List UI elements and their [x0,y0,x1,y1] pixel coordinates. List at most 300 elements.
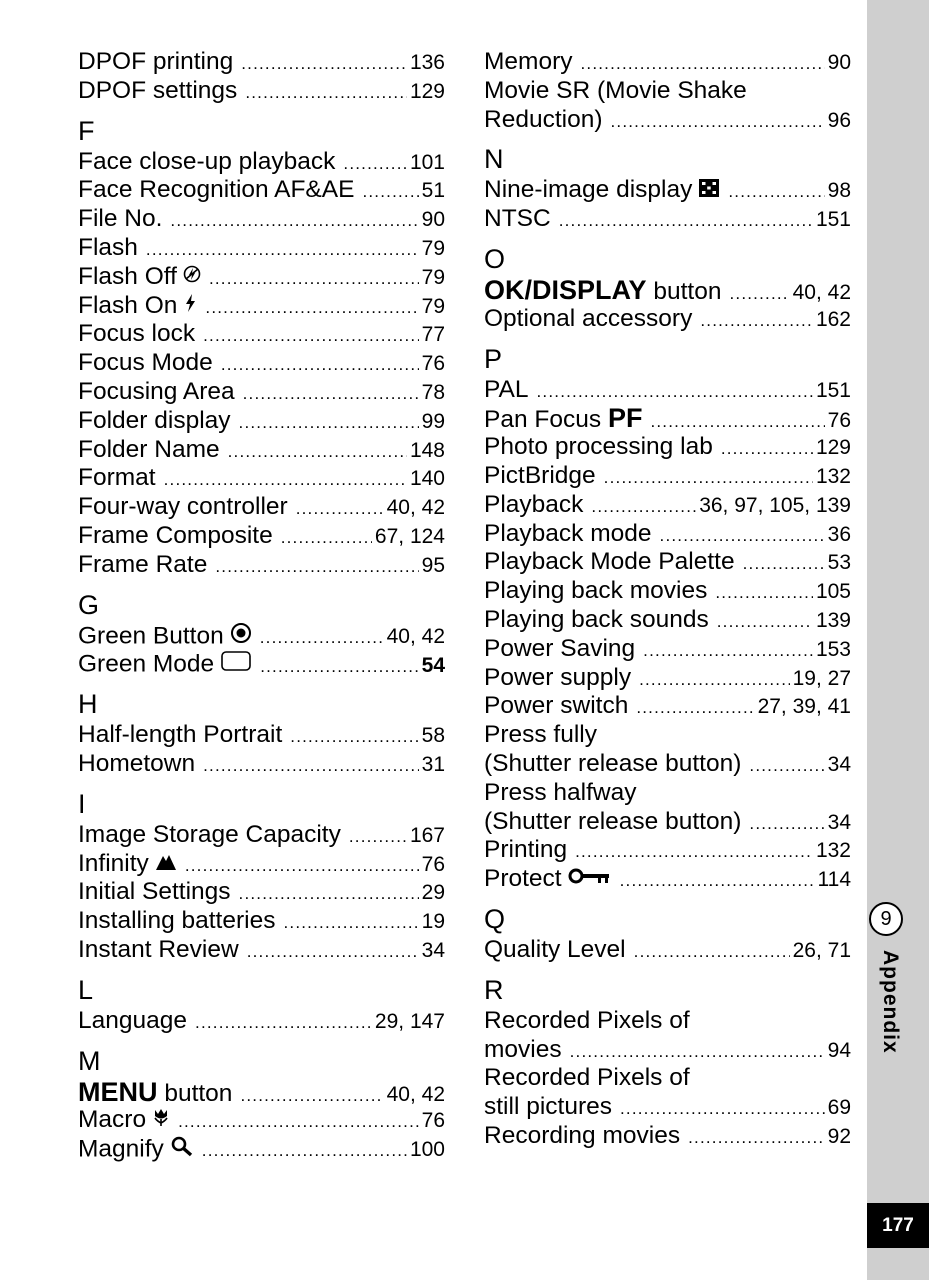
section-letter: L [78,974,94,1005]
index-entry-label [78,292,197,321]
index-entry [78,205,445,234]
index-entry [78,1106,445,1135]
index-entry-text: Infinity [78,849,149,877]
leader-dots [639,666,790,695]
section-letter: P [484,343,503,374]
index-entry-page: 51 [421,179,445,203]
index-entry-label [484,664,631,693]
index-entry [484,176,851,205]
leader-dots [715,579,813,608]
index-entry [78,750,445,779]
leader-dots [537,378,813,407]
index-entry-label [484,433,713,462]
leader-dots [580,50,824,79]
index-entry-page: 78 [421,380,445,404]
index-entry [484,1093,851,1122]
leader-dots [559,207,813,236]
index-entry-label [78,77,237,106]
leader-dots [260,624,384,653]
index-entry-text: Memory [484,48,573,75]
index-entry-text: Folder Name [78,435,220,463]
index-entry-page: 53 [827,551,851,575]
index-entry-label [78,407,231,436]
index-entry-text: NTSC [484,205,551,233]
index-column-left [78,48,445,1164]
index-entry-text: Frame Composite [78,521,273,549]
index-entry-label [78,878,231,907]
section-letter: R [484,974,504,1005]
leader-dots [620,1095,825,1124]
leader-dots [195,1009,372,1038]
index-entry [78,907,445,936]
index-entry-page: 29, 147 [374,1009,445,1033]
index-entry-text: File No. [78,205,163,233]
index-entry-text: Image Storage Capacity [78,820,341,848]
index-entry-page: 29 [421,881,445,905]
leader-dots [260,653,418,682]
index-entry-text: Protect [484,865,562,893]
leader-dots [239,409,419,438]
index-entry [484,48,851,77]
leader-dots [241,50,407,79]
index-entry-text: Folder display [78,406,231,434]
index-entry [484,750,851,779]
index-entry-label [484,176,720,205]
index-entry-text: Playback Mode Palette [484,548,735,576]
index-entry-page: 36 [827,522,851,546]
index-entry-text: Installing batteries [78,907,276,935]
index-entry-page: 76 [421,1109,445,1133]
index-entry-page: 129 [409,79,445,103]
leader-dots [146,236,419,265]
leader-dots [743,550,825,579]
index-entry-label [484,376,529,405]
index-entry-page: 162 [815,307,851,331]
leader-dots [245,79,407,108]
index-entry [484,606,851,635]
leader-dots [604,464,813,493]
index-entry-page: 90 [421,208,445,232]
index-entry [484,520,851,549]
index-entry [78,622,445,651]
index-entry-page: 40, 42 [386,624,445,648]
index-entry-text: button [653,277,722,305]
index-entry-label [78,907,275,936]
index-entry-label [484,106,602,135]
index-entry-label [78,48,233,77]
index-entry-page: 79 [421,265,445,289]
index-entry-text: Face close-up playback [78,147,336,175]
index-entry-line: Recorded Pixels of [484,1064,690,1092]
index-entry-page: 79 [421,236,445,260]
index-entry [484,936,851,965]
index-entry-page: 19, 27 [792,666,851,690]
index-entry-text: Playback mode [484,519,652,547]
chapter-number-badge: 9 [869,902,903,936]
index-entry-text: still pictures [484,1093,612,1121]
index-entry [484,462,851,491]
leader-dots [247,938,419,967]
index-entry-page: 58 [421,724,445,748]
index-entry-text: Pan Focus [484,406,602,434]
index-entry [78,464,445,493]
index-entry-line: Movie SR (Movie Shake [484,76,747,104]
index-entry-label [484,692,628,721]
nine-image-icon [698,177,720,206]
index-entry-text: Green Mode [78,650,215,678]
index-entry-page: 26, 71 [792,938,851,962]
index-entry-label [484,276,721,307]
index-entry-label [484,606,709,635]
index-entry-label [78,936,239,965]
leader-dots [209,265,419,294]
index-entry-label [78,205,162,234]
index-entry [78,878,445,907]
index-entry-text: Face Recognition AF&AE [78,176,355,204]
chapter-sidebar [867,0,929,1280]
leader-dots [343,150,407,179]
index-entry-label [78,148,335,177]
index-entry-page: 100 [409,1138,445,1162]
index-entry-label [484,548,735,577]
flash-on-icon [183,292,197,321]
index-entry-label [78,493,288,522]
index-entry-page: 76 [827,409,851,433]
index-entry [484,376,851,405]
leader-dots [570,1038,825,1067]
index-entry-text: PAL [484,375,529,403]
index-entry-text: Magnify [78,1135,164,1163]
index-entry-label [484,865,612,894]
magnify-icon [170,1135,194,1165]
infinity-mountain-icon [155,850,177,879]
index-entry-page: 76 [421,852,445,876]
index-entry-text: Green Button [78,621,224,649]
index-entry-page: 153 [815,637,851,661]
index-entry-page: 92 [827,1124,851,1148]
index-entry [484,106,851,135]
index-entry-label [78,750,195,779]
leader-dots [636,694,754,723]
leader-dots [202,1137,407,1166]
index-entry-text: Hometown [78,749,196,777]
leader-dots [221,351,419,380]
index-entry [484,664,851,693]
leader-dots [215,553,418,582]
index-entry-label [78,850,177,879]
index-entry [484,491,851,520]
leader-dots [170,207,418,236]
index-entry-label [78,176,354,205]
index-entry [78,522,445,551]
index-entry-text: button [164,1079,233,1107]
section-letter: M [78,1045,101,1076]
index-entry-text: Optional accessory [484,304,693,332]
index-entry-text: Recording movies [484,1121,681,1149]
index-entry-text: Instant Review [78,935,239,963]
index-entry-label [78,464,156,493]
index-entry [484,1036,851,1065]
index-entry-text: Focusing Area [78,377,235,405]
index-entry-page: 31 [421,752,445,776]
index-entry [78,77,445,106]
index-entry-label [484,520,652,549]
index-entry-page: 19 [421,910,445,934]
index-entry [78,176,445,205]
index-entry-key-name: OK/DISPLAY [484,274,647,305]
leader-dots [290,723,418,752]
index-entry [484,433,851,462]
page-number: 177 [867,1203,929,1248]
leader-dots [620,867,815,896]
index-entry-page: 101 [409,150,445,174]
leader-dots [749,810,824,839]
index-entry-text: movies [484,1035,562,1063]
index-entry-label [484,750,741,779]
index-entry-label [484,1093,612,1122]
index-entry-label [484,404,642,435]
index-entry [78,936,445,965]
index-entry-text: Flash On [78,291,178,319]
index-entry-label [78,349,213,378]
index-entry-text: (Shutter release button) [484,749,742,777]
index-entry-page: 79 [421,294,445,318]
index-entry [484,276,851,305]
index-entry [78,292,445,321]
index-column-right [484,48,851,1151]
index-entry-label [484,305,692,334]
index-entry-text: Language [78,1006,188,1034]
index-entry [78,320,445,349]
index-entry-text: Quality Level [484,935,626,963]
index-entry-label [484,48,572,77]
leader-dots [610,108,824,137]
index-entry [78,48,445,77]
index-entry [484,635,851,664]
index-entry-page: 96 [827,108,851,132]
index-entry-page: 40, 42 [792,280,851,304]
index-entry-text: DPOF settings [78,76,238,104]
index-entry [484,1122,851,1151]
index-entry-page: 54 [421,653,445,677]
index-entry-text: Focus lock [78,320,196,348]
leader-dots [749,752,824,781]
leader-dots [164,466,407,495]
index-entry [78,1078,445,1107]
index-entry-label [78,1078,232,1109]
leader-dots [178,1108,419,1137]
index-entry-page: 34 [827,752,851,776]
index-entry-page: 167 [409,823,445,847]
index-entry-page: 132 [815,839,851,863]
index-entry-page: 40, 42 [386,1082,445,1106]
leader-dots [688,1124,825,1153]
index-entry-page: 105 [815,580,851,604]
leader-dots [281,524,372,553]
index-entry-label [484,635,635,664]
index-entry-label [484,1122,680,1151]
index-entry-label [484,1036,562,1065]
index-entry [78,378,445,407]
index-entry-label [78,320,195,349]
leader-dots [205,294,418,323]
index-entry [78,493,445,522]
index-entry-label [78,1007,187,1036]
index-entry-page: 132 [815,464,851,488]
leader-dots [283,909,418,938]
section-letter: G [78,589,100,620]
index-entry-text: Playing back movies [484,577,708,605]
index-entry-label [78,522,273,551]
section-letter: H [78,689,98,720]
index-entry [78,263,445,292]
leader-dots [729,280,789,309]
leader-dots [243,380,419,409]
index-entry-text: Macro [78,1106,147,1134]
index-entry-page: 114 [817,868,851,892]
leader-dots [228,438,407,467]
index-entry-label [78,436,220,465]
index-entry-page: 67, 124 [374,524,445,548]
index-entry-label [78,263,201,292]
index-entry-text: (Shutter release button) [484,807,742,835]
index-entry-page: 36, 97, 105, 139 [699,493,851,517]
index-entry-key-name: MENU [78,1076,158,1107]
index-entry-text: Frame Rate [78,550,208,578]
index-entry-text: Playback [484,490,584,518]
index-entry-page: 90 [827,51,851,74]
index-entry [484,692,851,721]
index-entry-text: Half-length Portrait [78,721,283,749]
index-entry-page: 139 [815,608,851,632]
index-entry-text: Playing back sounds [484,605,709,633]
index-entry [78,349,445,378]
index-entry [484,865,851,894]
leader-dots [362,178,418,207]
index-entry [484,808,851,837]
index-entry-page: 77 [421,323,445,347]
index-entry-page: 151 [815,378,851,402]
chapter-title: Appendix [879,950,902,1054]
index-entry-page: 94 [827,1038,851,1062]
leader-dots [296,495,384,524]
index-entry-label [78,1135,194,1165]
index-entry-page: 34 [421,938,445,962]
index-entry [78,551,445,580]
index-entry-page: 140 [409,467,445,491]
protect-key-icon [568,865,612,894]
index-entry [78,436,445,465]
index-entry-text: Reduction) [484,105,603,133]
index-entry-page: 34 [827,810,851,834]
leader-dots [240,1082,383,1111]
index-entry-label [484,205,551,234]
section-letter: O [484,243,506,274]
index-entry-key-name: PF [607,403,643,434]
leader-dots [634,938,790,967]
index-entry-text: Photo processing lab [484,433,713,461]
leader-dots [203,322,419,351]
index-entry-label [484,491,583,520]
index-entry [78,650,445,679]
index-entry-text: Power Saving [484,634,636,662]
leader-dots [239,880,419,909]
index-entry-label [484,836,567,865]
index-entry-label [78,650,252,680]
index-entry-label [78,1106,170,1135]
index-entry-page: 40, 42 [386,496,445,520]
leader-dots [591,493,696,522]
index-entry-line: Recorded Pixels of [484,1006,690,1034]
leader-dots [721,435,813,464]
index-entry-page: 129 [815,436,851,460]
index-entry-line: Press fully [484,721,598,749]
index-entry-text: Initial Settings [78,878,231,906]
index-entry [484,548,851,577]
index-entry [78,850,445,879]
index-entry-label [484,936,626,965]
index-entry [484,404,851,433]
index-entry-text: Power switch [484,692,629,720]
section-letter: I [78,788,86,819]
leader-dots [728,178,824,207]
index-entry-page: 148 [409,438,445,462]
index-entry-label [78,622,252,652]
index-entry-label [484,577,707,606]
leader-dots [717,608,813,637]
index-entry-text: Format [78,464,156,492]
macro-tulip-icon [152,1106,170,1135]
leader-dots [203,752,419,781]
leader-dots [643,637,813,666]
index-entry [78,821,445,850]
index-entry-text: Power supply [484,663,632,691]
index-entry-text: Printing [484,836,568,864]
index-entry-page: 136 [409,51,445,74]
index-entry-page: 98 [827,179,851,203]
section-letter: N [484,144,504,175]
green-mode-icon [220,650,252,680]
index-entry [78,721,445,750]
index-entry-page: 151 [815,208,851,232]
index-entry-page: 95 [421,553,445,577]
section-letter: Q [484,903,506,934]
leader-dots [185,852,419,881]
index-entry-text: Flash [78,233,138,261]
index-entry-text: Focus Mode [78,349,213,377]
index-entry-label [78,551,207,580]
index-entry [484,836,851,865]
green-button-icon [230,622,252,652]
leader-dots [700,307,813,336]
index-entry-label [484,462,596,491]
index-entry-text: PictBridge [484,461,596,489]
index-entry [484,577,851,606]
index-entry [484,305,851,334]
index-entry-label [78,821,341,850]
flash-off-icon [183,263,201,292]
index-entry-page: 76 [421,352,445,376]
index-entry-text: Flash Off [78,262,177,290]
index-entry [78,1007,445,1036]
index-entry-label [484,808,741,837]
index-entry-page: 99 [421,409,445,433]
leader-dots [575,838,813,867]
index-entry-text: Four-way controller [78,493,288,521]
index-entry-text: Nine-image display [484,176,693,204]
index-entry-line: Press halfway [484,778,637,806]
section-letter: F [78,115,95,146]
